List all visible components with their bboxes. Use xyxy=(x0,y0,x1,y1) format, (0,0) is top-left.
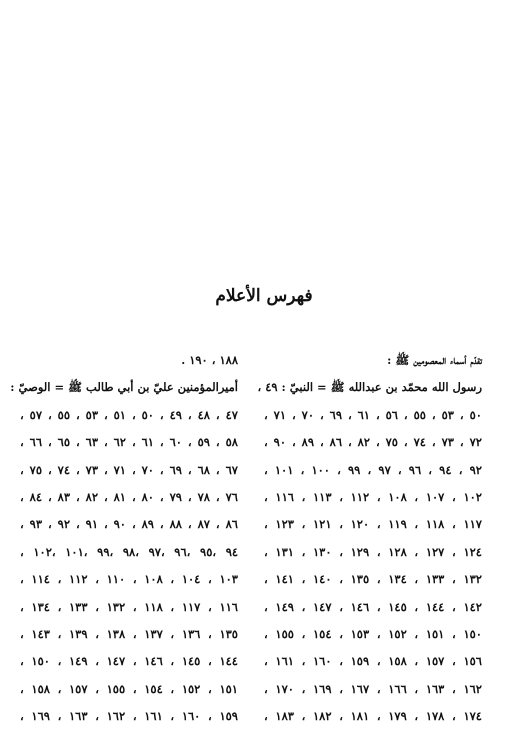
index-page-numbers: ٨٦ ، ٨٧ ، ٨٨ ، ٨٩ ، ٩٠ ، ٩١ ، ٩٢ ، ٩٣ ، xyxy=(20,517,238,532)
index-page-numbers: ٩٤ ،٩٥ ،٩٦ ،٩٧ ،٩٨ ،٩٩ ،١٠١ ،١٠٢ ، xyxy=(20,544,239,559)
index-page-numbers: ١٦٢ ، ١٦٣ ، ١٦٦ ، ١٦٧ ، ١٦٩ ، ١٧٠ ، xyxy=(264,681,482,696)
index-page-numbers: ٧٢ ، ٧٣ ، ٧٤ ، ٧٥ ، ٨٢ ، ٨٦ ، ٨٩ ، ٩٠ ، xyxy=(264,435,482,450)
index-page-numbers: ١٥٩ ، ١٦٠ ، ١٦١ ، ١٦٢ ، ١٦٣ ، ١٦٩ ، xyxy=(20,709,238,724)
index-page-numbers: ٦٧ ، ٦٨ ، ٦٩ ، ٧٠ ، ٧١ ، ٧٣ ، ٧٤ ، ٧٥ ، xyxy=(20,462,238,477)
index-page-numbers: ١٠٣ ، ١٠٤ ، ١٠٨ ، ١١٠ ، ١١٢ ، ١١٤ ، xyxy=(20,572,238,587)
index-page-numbers: ٥٨ ، ٥٩ ، ٦٠ ، ٦١ ، ٦٢ ، ٦٣ ، ٦٥ ، ٦٦ ، xyxy=(20,435,238,450)
index-page-numbers: ١٠٢ ، ١٠٧ ، ١٠٨ ، ١١٢ ، ١١٣ ، ١١٦ ، xyxy=(264,489,482,504)
page-title: فهرس الأعلام xyxy=(215,286,313,306)
index-column-right xyxy=(257,350,482,733)
index-page-numbers: ١٤٢ ، ١٤٤ ، ١٤٥ ، ١٤٦ ، ١٤٧ ، ١٤٩ ، xyxy=(264,599,482,614)
index-page-numbers: ١٥٦ ، ١٥٧ ، ١٥٨ ، ١٥٩ ، ١٦٠ ، ١٦١ ، xyxy=(264,654,482,669)
index-page-numbers: ١١٧ ، ١١٨ ، ١١٩ ، ١٢٠ ، ١٢١ ، ١٢٣ ، xyxy=(264,517,482,532)
index-page-numbers: ١٧٤ ، ١٧٨ ، ١٧٩ ، ١٨١ ، ١٨٢ ، ١٨٣ ، xyxy=(264,709,482,724)
index-page-numbers: ١٢٤ ، ١٢٧ ، ١٢٨ ، ١٢٩ ، ١٣٠ ، ١٣١ ، xyxy=(264,544,482,559)
index-entry-line: أميرالمؤمنين عليّ بن أبي طالب ﷺ = الوصيّ : xyxy=(10,380,238,395)
index-page-numbers: ١٨٨ ، ١٩٠ . xyxy=(181,353,238,367)
index-entry-line: رسول الله محمّد بن عبدالله ﷺ = النبيّ : ٤٩ ، xyxy=(257,380,482,395)
index-page-numbers: ١٣٢ ، ١٣٣ ، ١٣٤ ، ١٣٥ ، ١٤٠ ، ١٤١ ، xyxy=(264,572,482,587)
index-page-numbers: ٥٠ ، ٥٣ ، ٥٥ ، ٥٦ ، ٦١ ، ٦٩ ، ٧٠ ، ٧١ ، xyxy=(264,407,482,422)
index-page-numbers: ١١٦ ، ١١٧ ، ١١٨ ، ١٣٢ ، ١٣٣ ، ١٣٤ ، xyxy=(20,599,238,614)
index-page-numbers: ١٥٠ ، ١٥١ ، ١٥٢ ، ١٥٣ ، ١٥٤ ، ١٥٥ ، xyxy=(264,626,482,641)
index-page-numbers: ١٥١ ، ١٥٢ ، ١٥٤ ، ١٥٥ ، ١٥٧ ، ١٥٨ ، xyxy=(20,681,238,696)
index-page-numbers: ١٤٤ ، ١٤٥ ، ١٤٦ ، ١٤٧ ، ١٤٩ ، ١٥٠ ، xyxy=(20,654,238,669)
index-column-left xyxy=(10,350,239,733)
index-page-numbers: ٩٢ ، ٩٤ ، ٩٦ ، ٩٧ ، ٩٩ ، ١٠٠ ، ١٠١ ، xyxy=(264,462,482,477)
index-page-numbers: ٤٧ ، ٤٨ ، ٤٩ ، ٥٠ ، ٥١ ، ٥٣ ، ٥٥ ، ٥٧ ، xyxy=(20,407,238,422)
index-heading-line: تقدّم أسماء المعصومين ﷺ : xyxy=(387,353,482,367)
index-page-numbers: ٧٦ ، ٧٨ ، ٧٩ ، ٨٠ ، ٨١ ، ٨٢ ، ٨٣ ، ٨٤ ، xyxy=(20,489,238,504)
index-page-numbers: ١٣٥ ، ١٣٦ ، ١٣٧ ، ١٣٨ ، ١٣٩ ، ١٤٣ ، xyxy=(20,626,238,641)
